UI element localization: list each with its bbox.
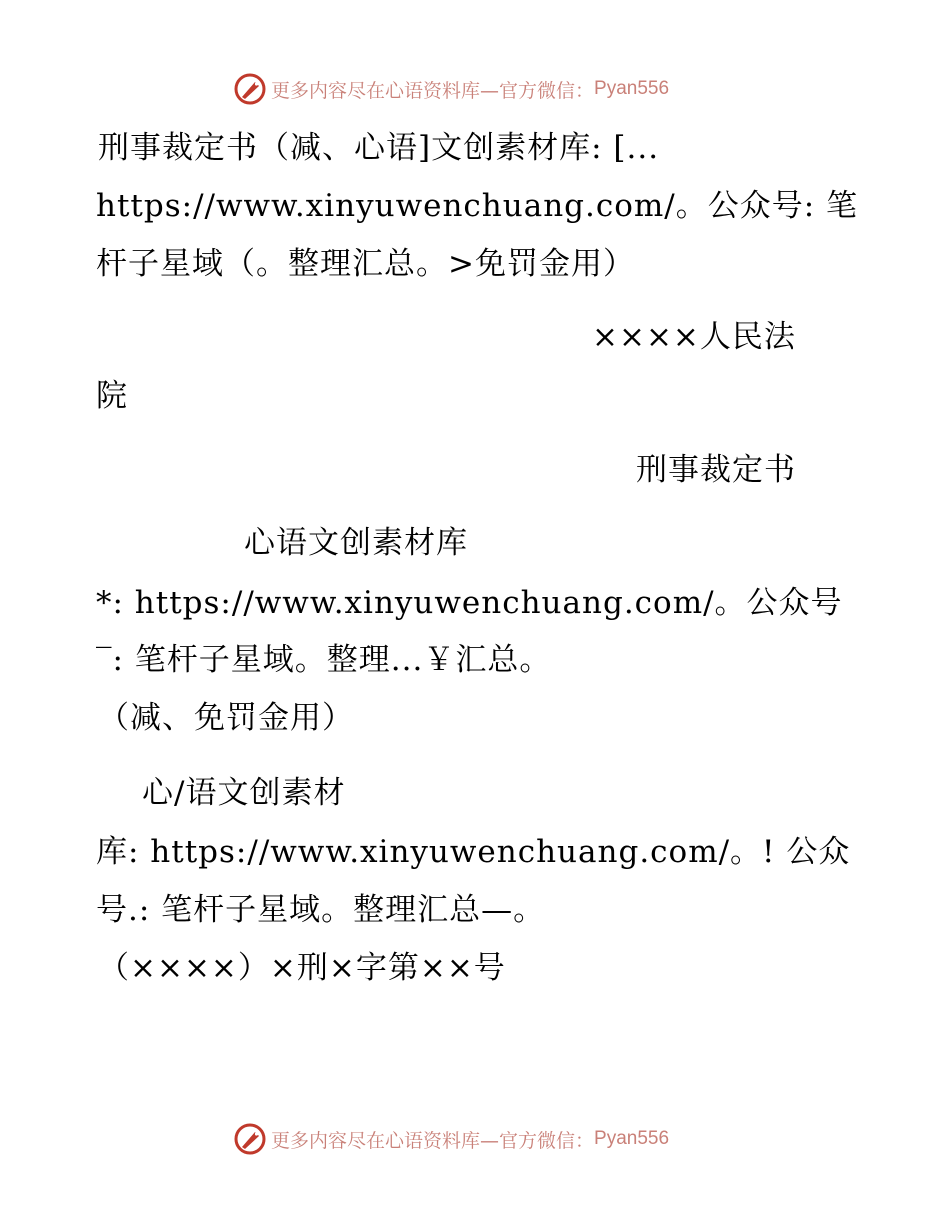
banner-separator: —官方微信： [480, 79, 595, 102]
doc-line: ‾: 笔杆子星域。整理...￥汇总。 [96, 642, 552, 678]
court-name-line: ××××人民法 [592, 319, 796, 355]
doc-line: 心/语文创素材 [142, 775, 346, 811]
banner-wechat-id: Pyan556 [594, 78, 670, 99]
banner-wechat-id: Pyan556 [594, 1128, 670, 1149]
court-name-line-end: 院 [96, 378, 128, 414]
banner-text: 更多内容尽在心语资料库 [271, 79, 481, 102]
pen-logo-icon [233, 72, 267, 106]
doc-line: 刑事裁定书（减、心语]文创素材库: [... [98, 130, 660, 166]
pen-logo-icon [233, 1122, 267, 1156]
doc-line: 号.: 笔杆子星域。整理汇总—。 [96, 892, 546, 928]
doc-line: *: https://www.xinyuwenchuang.com/。公众号 [96, 585, 843, 621]
doc-subtitle: （减、免罚金用） [98, 700, 354, 736]
banner-text: 更多内容尽在心语资料库 [271, 1129, 481, 1152]
doc-line: 杆子星域（。整理汇总。>免罚金用） [96, 246, 635, 282]
document-title: 刑事裁定书 [636, 452, 796, 488]
case-number: （××××）×刑×字第××号 [98, 950, 506, 986]
header-banner [233, 72, 669, 106]
doc-line: 心语文创素材库 [244, 525, 468, 561]
banner-separator: —官方微信： [480, 1129, 595, 1152]
doc-line: 库: https://www.xinyuwenchuang.com/。! 公众 [96, 834, 851, 870]
footer-banner [233, 1122, 669, 1156]
doc-line: https://www.xinyuwenchuang.com/。公众号: 笔 [96, 188, 859, 224]
